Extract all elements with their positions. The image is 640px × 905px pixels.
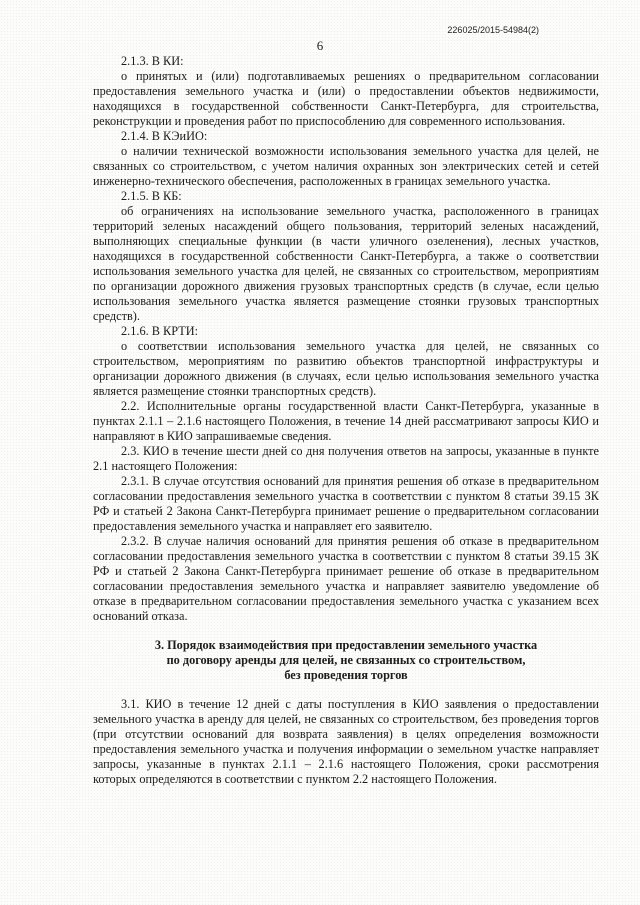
paragraph-2-1-6: о соответствии использования земельного участка для целей, не связанных со строительством, мероприятиям по развитию объектов транспортной инфраструктуры и организации дорожного движения (в случаях, если целью использования земельного участка является размещение стоянки транспортных средств). — [93, 339, 599, 398]
document-id: 226025/2015-54984(2) — [447, 25, 539, 35]
document-body — [93, 54, 599, 787]
paragraph-2-3: 2.3. КИО в течение шести дней со дня получения ответов на запросы, указанные в пункте 2.1 настоящего Положения: — [93, 444, 599, 473]
heading-2-1-6: 2.1.6. В КРТИ: — [121, 324, 199, 338]
section-3-title-line: по договору аренды для целей, не связанных со строительством, — [166, 653, 526, 667]
page-number: 6 — [316, 38, 324, 53]
heading-2-1-4: 2.1.4. В КЭиИО: — [121, 129, 208, 143]
section-3-title-line: 3. Порядок взаимодействия при предоставлении земельного участка — [154, 638, 538, 652]
heading-2-1-5: 2.1.5. В КБ: — [121, 189, 182, 203]
paragraph-2-1-5: об ограничениях на использование земельного участка, расположенного в границах территорий зеленых насаждений общего пользования, территорий зеленых насаждений, выполняющих специальные функции (в части уличного озеленения), лесных участков, находящихся в государственной собственности Санкт-Петербурга, а также о соответствии использования земельного участка для целей, не связанных со строительством, мероприятиям по организации дорожного движения грузовых транспортных средств (в случае, если целью использования земельного участка является размещение стоянки грузовых транспортных средств). — [93, 204, 599, 323]
paragraph-2-3-2: 2.3.2. В случае наличия оснований для принятия решения об отказе в предварительном согласовании предоставления земельного участка в соответствии с пунктом 8 статьи 39.15 ЗК РФ и статьей 2 Закона Санкт-Петербурга принимает решение об отказе в предварительном согласовании предоставления земельного участка и направляет заявителю уведомление об отказе в предварительном согласовании предоставления земельного участка с указанием всех оснований отказа. — [93, 534, 599, 623]
section-3-title-line: без проведения торгов — [284, 668, 408, 682]
paragraph-2-1-4: о наличии технической возможности использования земельного участка для целей, не связанных со строительством, с учетом наличия охранных зон электрических сетей и сетей инженерно-технического обеспечения, расположенных в границах земельного участка. — [93, 144, 599, 188]
section-3-title — [93, 638, 599, 683]
paragraph-2-2: 2.2. Исполнительные органы государственной власти Санкт-Петербурга, указанные в пунктах 2.1.1 – 2.1.6 настоящего Положения, в течение 14 дней рассматривают запросы КИО и направляют в КИО запрашиваемые сведения. — [93, 399, 599, 443]
paragraph-2-3-1: 2.3.1. В случае отсутствия оснований для принятия решения об отказе в предварительном согласовании предоставления земельного участка в соответствии с пунктом 8 статьи 39.15 ЗК РФ и статьей 2 Закона Санкт-Петербурга принимает решение о предварительном согласовании предоставления земельного участка и направляет его заявителю. — [93, 474, 599, 533]
paragraph-2-1-3: о принятых и (или) подготавливаемых решениях о предварительном согласовании предоставления земельного участка и (или) о предоставлении объектов недвижимости, находящихся в государственной собственности Санкт-Петербурга, для строительства, реконструкции и проведения работ по приспособлению для современного использования. — [93, 69, 599, 128]
paragraph-3-1: 3.1. КИО в течение 12 дней с даты поступления в КИО заявления о предоставлении земельного участка в аренду для целей, не связанных со строительством, без проведения торгов (при отсутствии оснований для возврата заявления) в целях определения возможности предоставления земельного участка и получения информации о земельном участке направляет запросы, указанные в пунктах 2.1.1 – 2.1.6 настоящего Положения, сроки рассмотрения которых определяются в соответствии с пунктом 2.2 настоящего Положения. — [93, 697, 599, 786]
heading-2-1-3: 2.1.3. В КИ: — [121, 54, 184, 68]
